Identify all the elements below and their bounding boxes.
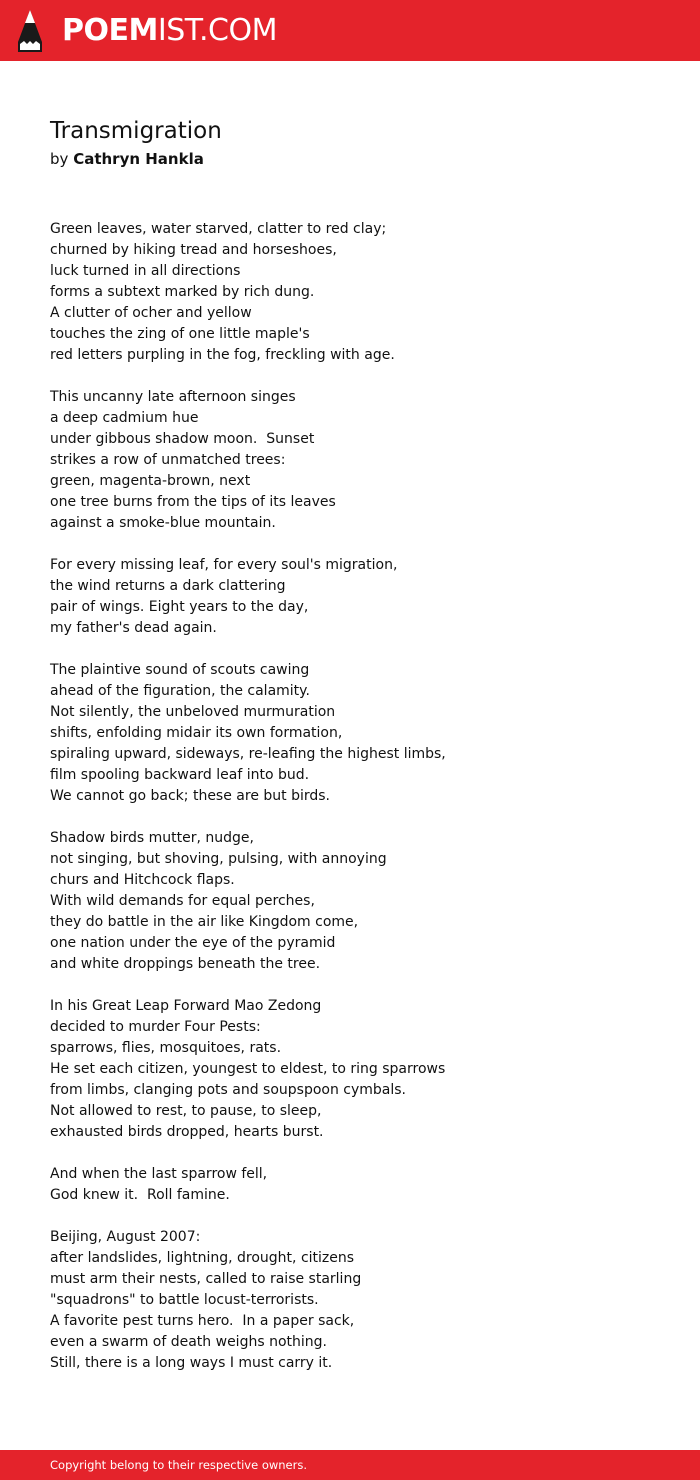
poem-line: against a smoke-blue mountain.: [50, 515, 276, 531]
poem-stanza: [50, 219, 670, 366]
poem-line: God knew it. Roll famine.: [50, 1187, 230, 1203]
poem-line: Still, there is a long ways I must carry it.: [50, 1355, 333, 1371]
poem-line: one tree burns from the tips of its leaves: [50, 494, 336, 510]
poem-line: luck turned in all directions: [50, 263, 241, 279]
poem-line: one nation under the eye of the pyramid: [50, 935, 336, 951]
logo-light-text: IST.COM: [157, 13, 277, 48]
site-header: [0, 0, 700, 61]
poem-line: under gibbous shadow moon. Sunset: [50, 431, 315, 447]
poem-line: churned by hiking tread and horseshoes,: [50, 242, 337, 258]
poem-stanza: [50, 828, 670, 975]
poem-stanza: [50, 996, 670, 1143]
poem-line: film spooling backward leaf into bud.: [50, 767, 310, 783]
poem-line: they do battle in the air like Kingdom come,: [50, 914, 359, 930]
poem-line: churs and Hitchcock flaps.: [50, 872, 235, 888]
poem-line: spiraling upward, sideways, re-leafing the highest limbs,: [50, 746, 446, 762]
poem-line: strikes a row of unmatched trees:: [50, 452, 286, 468]
poem-line: pair of wings. Eight years to the day,: [50, 599, 309, 615]
poem-line: and white droppings beneath the tree.: [50, 956, 321, 972]
poem-stanza: [50, 555, 670, 639]
poem-line: after landslides, lightning, drought, citizens: [50, 1250, 355, 1266]
poem-line: my father's dead again.: [50, 620, 217, 636]
by-label: by: [50, 150, 69, 168]
poem-line: sparrows, flies, mosquitoes, rats.: [50, 1040, 282, 1056]
poem-line: In his Great Leap Forward Mao Zedong: [50, 998, 322, 1014]
poem-line: Shadow birds mutter, nudge,: [50, 830, 254, 846]
poem-line: A clutter of ocher and yellow: [50, 305, 252, 321]
author-name: Cathryn Hankla: [73, 150, 204, 168]
poem-line: "squadrons" to battle locust-terrorists.: [50, 1292, 319, 1308]
poem-line: Not allowed to rest, to pause, to sleep,: [50, 1103, 322, 1119]
poem-line: touches the zing of one little maple's: [50, 326, 310, 342]
site-footer: [0, 1450, 700, 1480]
poem-stanza: [50, 1164, 670, 1206]
poem-line: decided to murder Four Pests:: [50, 1019, 261, 1035]
poem-line: from limbs, clanging pots and soupspoon cymbals.: [50, 1082, 407, 1098]
poem-line: a deep cadmium hue: [50, 410, 199, 426]
poem-line: shifts, enfolding midair its own formation,: [50, 725, 343, 741]
poem-line: This uncanny late afternoon singes: [50, 389, 296, 405]
poem-line: Not silently, the unbeloved murmuration: [50, 704, 336, 720]
poem-stanza: [50, 1227, 670, 1374]
poem-title: Transmigration: [50, 118, 222, 144]
poem-stanza: [50, 387, 670, 534]
poem-line: forms a subtext marked by rich dung.: [50, 284, 315, 300]
poem-line: must arm their nests, called to raise starling: [50, 1271, 362, 1287]
poem-stanza: [50, 660, 670, 807]
poem-line: We cannot go back; these are but birds.: [50, 788, 330, 804]
poem-body: [50, 219, 670, 1395]
poem-line: A favorite pest turns hero. In a paper sack,: [50, 1313, 355, 1329]
poem-line: red letters purpling in the fog, freckling with age.: [50, 347, 395, 363]
poem-line: Beijing, August 2007:: [50, 1229, 201, 1245]
poem-line: The plaintive sound of scouts cawing: [50, 662, 310, 678]
poem-line: green, magenta-brown, next: [50, 473, 251, 489]
poem-line: And when the last sparrow fell,: [50, 1166, 268, 1182]
poem-line: even a swarm of death weighs nothing.: [50, 1334, 327, 1350]
site-logo[interactable]: [62, 11, 277, 51]
poem-line: ahead of the figuration, the calamity.: [50, 683, 310, 699]
pencil-icon[interactable]: [16, 9, 44, 53]
poem-line: He set each citizen, youngest to eldest, to ring sparrows: [50, 1061, 446, 1077]
poem-line: the wind returns a dark clattering: [50, 578, 286, 594]
copyright-text: Copyright belong to their respective owners.: [50, 1458, 308, 1472]
poem-line: For every missing leaf, for every soul's migration,: [50, 557, 398, 573]
logo-bold-text: POEM: [62, 13, 158, 48]
poem-line: With wild demands for equal perches,: [50, 893, 315, 909]
poem-line: not singing, but shoving, pulsing, with annoying: [50, 851, 387, 867]
poem-line: Green leaves, water starved, clatter to red clay;: [50, 221, 387, 237]
byline: [50, 147, 204, 171]
poem-line: exhausted birds dropped, hearts burst.: [50, 1124, 324, 1140]
